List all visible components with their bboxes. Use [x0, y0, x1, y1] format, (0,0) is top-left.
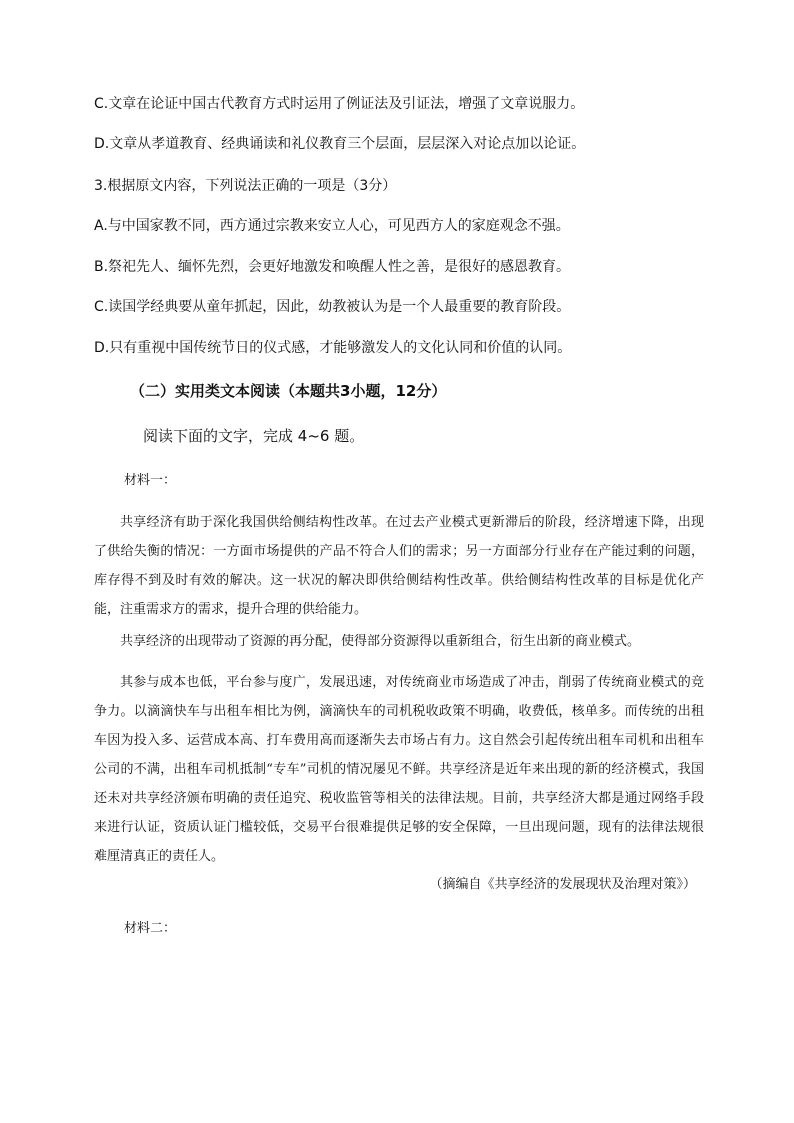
section-heading: （二）实用类文本阅读（本题共3小题，12分）: [130, 382, 447, 400]
reading-instruction: 阅读下面的文字，完成 4~6 题。: [143, 427, 365, 445]
question-3-stem: 3.根据原文内容，下列说法正确的一项是（3分）: [94, 178, 397, 194]
question-3-option-a: A.与中国家教不同，西方通过宗教来安立人心，可见西方人的家庭观念不强。: [94, 218, 570, 234]
material-1-paragraph-2: 共享经济的出现带动了资源的再分配，使得部分资源得以重新组合，衍生出新的商业模式。: [120, 634, 641, 649]
material-2-label: 材料二：: [124, 921, 177, 936]
option-c-prev: C.文章在论证中国古代教育方式时运用了例证法及引证法，增强了文章说服力。: [94, 96, 585, 112]
question-3-option-b: B.祭祀先人、缅怀先烈，会更好地激发和唤醒人性之善，是很好的感恩教育。: [94, 259, 571, 275]
material-1-source: （摘编自《共享经济的发展现状及治理对策》）: [429, 877, 696, 892]
material-1-label: 材料一：: [124, 473, 177, 488]
question-3-option-c: C.读国学经典要从童年抓起，因此，幼教被认为是一个人最重要的教育阶段。: [94, 299, 571, 315]
option-d-prev: D.文章从孝道教育、经典诵读和礼仪教育三个层面，层层深入对论点加以论证。: [94, 136, 586, 152]
material-1-paragraph-1: 共享经济有助于深化我国供给侧结构性改革。在过去产业模式更新滞后的阶段，经济增速下降，出现了供给失衡的情况：一方面市场提供的产品不符合人们的需求；另一方面部分行业存在产能过剩的问题，库存得不到及时有效的解决。这一状况的解决即供给侧结构性改革。供给侧结构性改革的目标是优化产能，注重需求方的需求，提升合理的供给能力。: [94, 515, 704, 617]
material-1-paragraph-3: 其参与成本也低，平台参与度广，发展迅速，对传统商业市场造成了冲击，削弱了传统商业模式的竞争力。以滴滴快车与出租车相比为例，滴滴快车的司机税收政策不明确，收费低，核单多。而传统的出租车因为投入多、运营成本高、打车费用高而逐渐失去市场占有力。这自然会引起传统出租车司机和出租车公司的不满，出租车司机抵制“专车”司机的情况屡见不鲜。共享经济是近年来出现的新的经济模式，我国还未对共享经济颁布明确的责任追究、税收监管等相关的法律法规。目前，共享经济大都是通过网络手段来进行认证，资质认证门槛较低，交易平台很难提供足够的安全保障，一旦出现问题，现有的法律法规很难厘清真正的责任人。: [94, 675, 704, 864]
question-3-option-d: D.只有重视中国传统节日的仪式感，才能够激发人的文化认同和价值的认同。: [94, 340, 572, 356]
